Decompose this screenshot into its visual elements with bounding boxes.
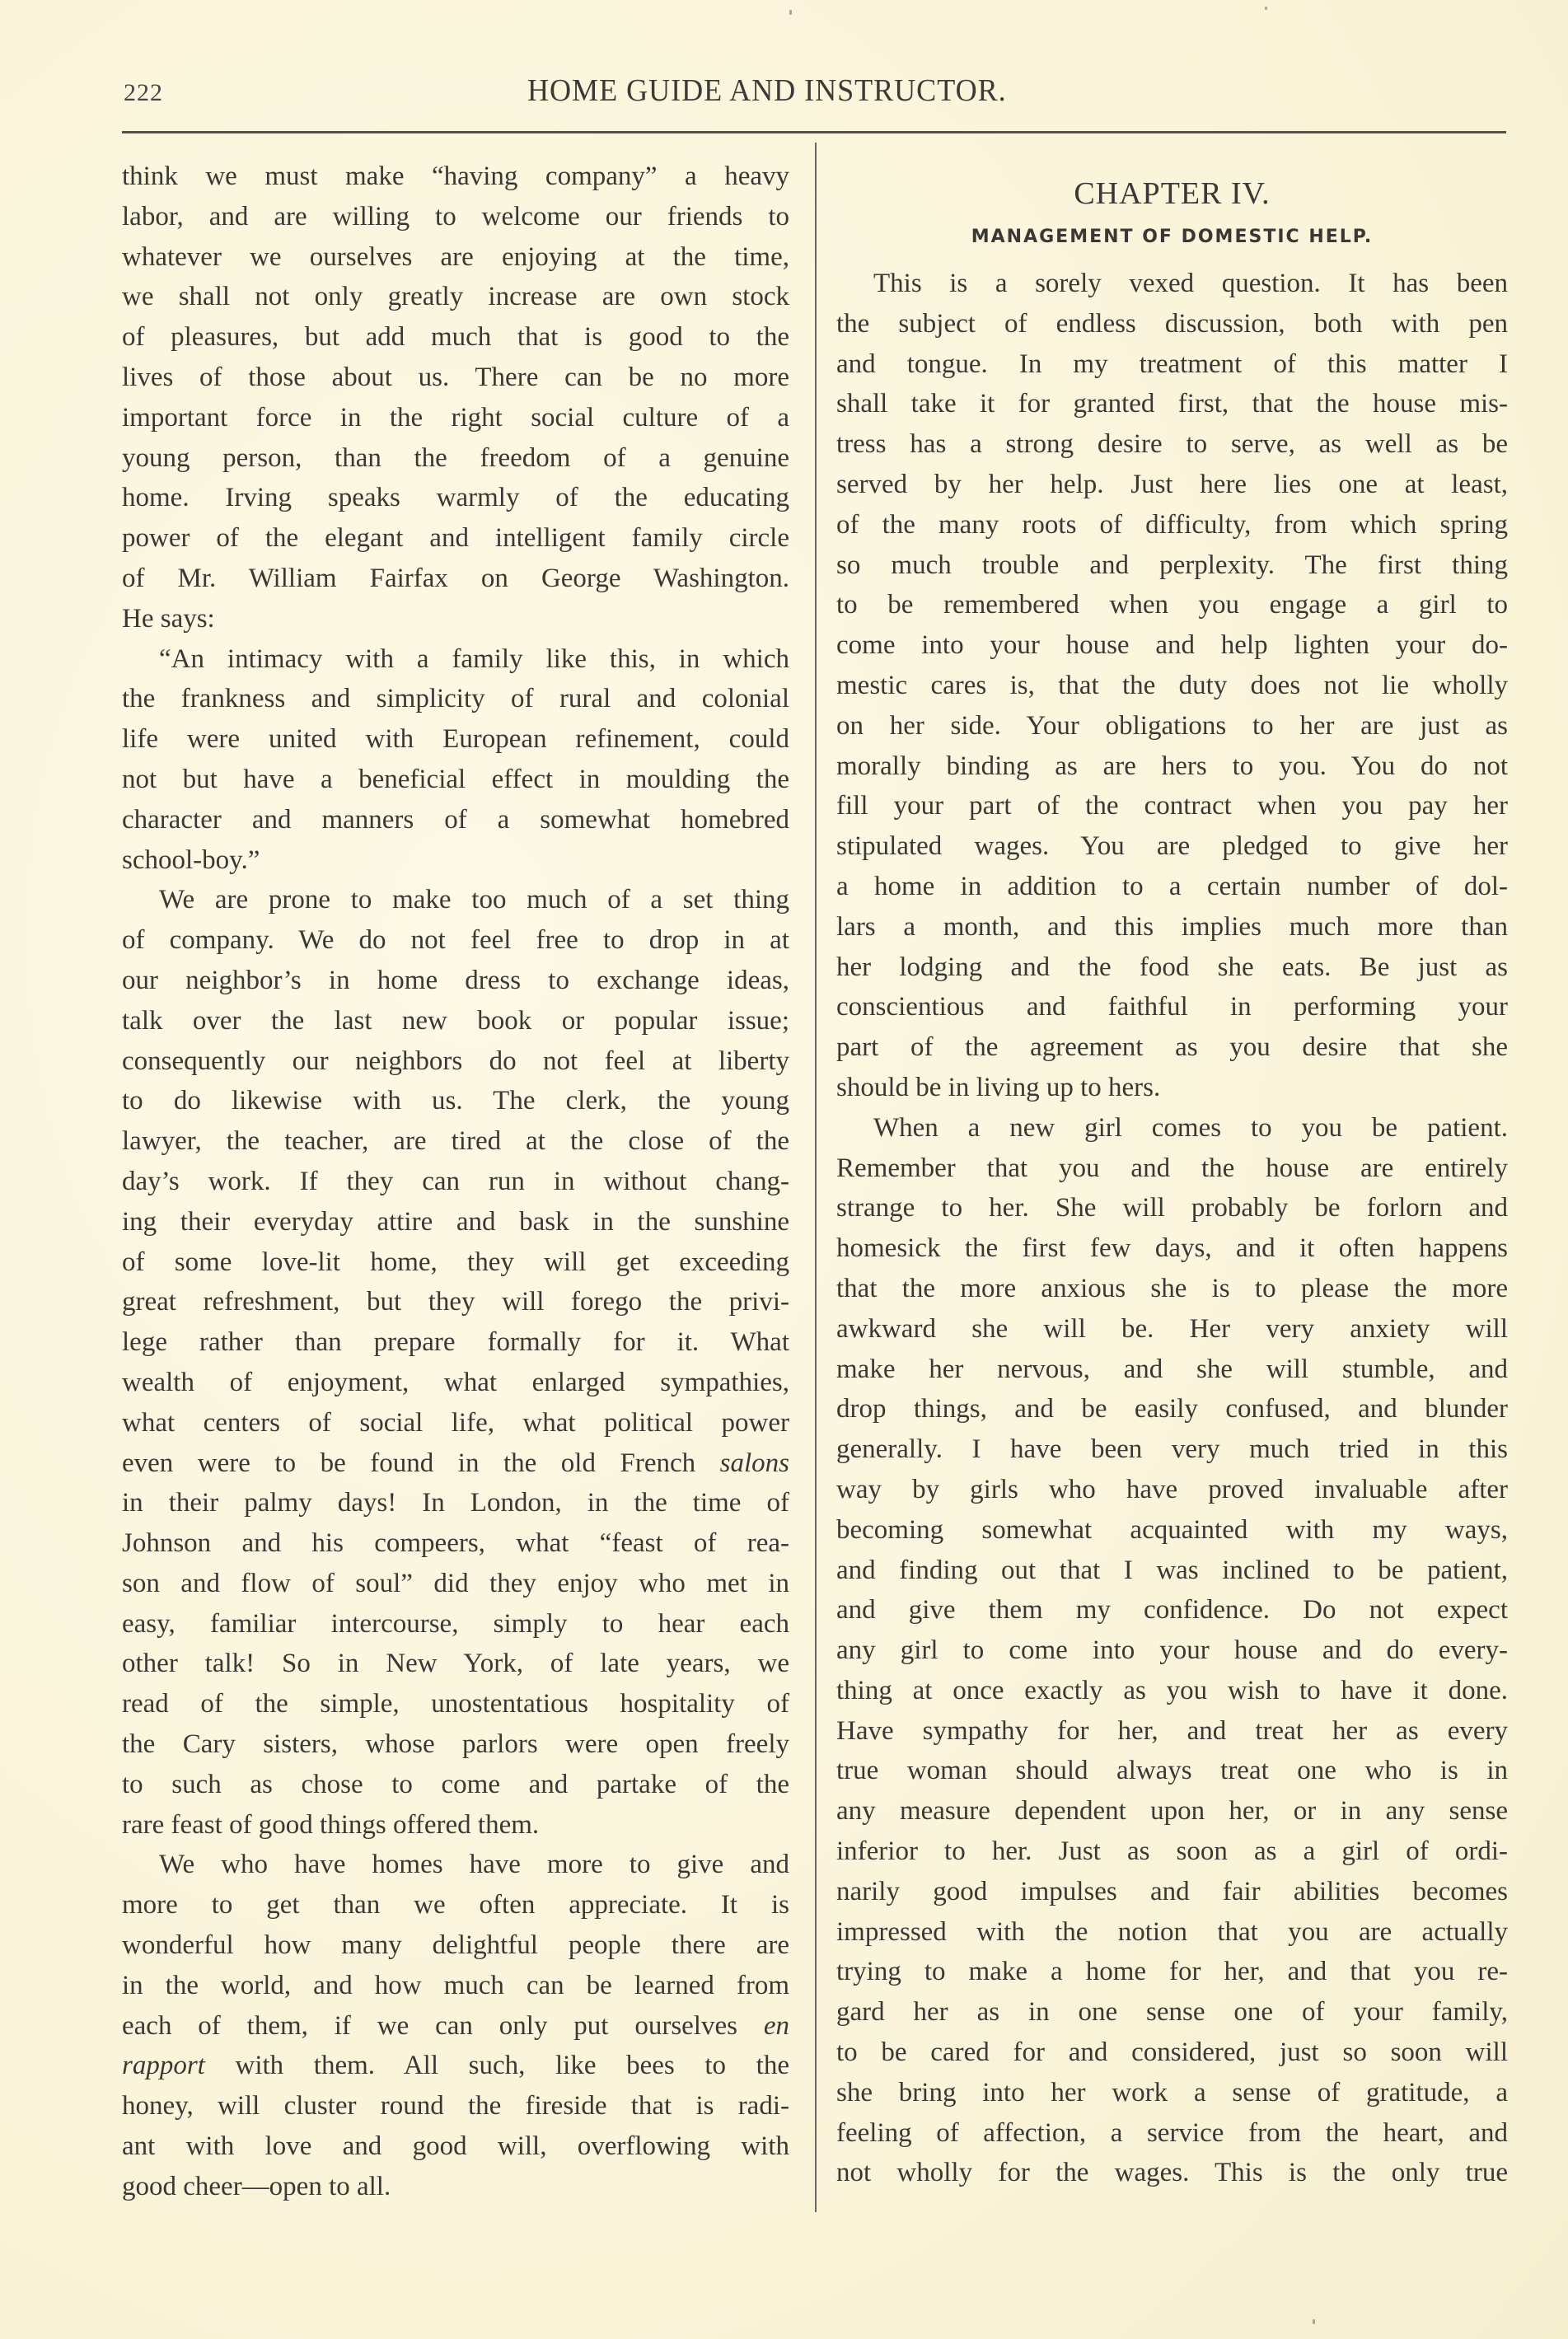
text-line: other talk! So in New York, of late years, we [122,1649,789,1679]
text-line: inferior to her. Just as soon as a girl of ordi- [836,1836,1508,1867]
text-line: and finding out that I was inclined to be patient, [836,1555,1508,1585]
text-line: to do likewise with us. The clerk, the young [122,1086,789,1116]
print-speck [1265,7,1267,10]
text-line: mestic cares is, that the duty does not lie wholly [836,670,1508,700]
text-line: she bring into her work a sense of gratitude, a [836,2077,1508,2107]
text-line: the Cary sisters, whose parlors were open freely [122,1729,789,1760]
running-title: HOME GUIDE AND INSTRUCTOR. [527,73,1007,108]
text-line: Have sympathy for her, and treat her as every [836,1715,1508,1746]
text-line: to be remembered when you engage a girl to [836,590,1508,620]
running-head [124,73,1508,114]
text-line: any girl to come into your house and do every- [836,1635,1508,1666]
text-line: labor, and are willing to welcome our friends to [122,201,789,232]
text-line: true woman should always treat one who is in [836,1756,1508,1786]
text-line: wonderful how many delightful people there are [122,1930,789,1961]
text-line: to such as chose to come and partake of the [122,1769,789,1799]
text-line: feeling of affection, a service from the heart, and [836,2117,1508,2148]
text-line: to be cared for and considered, just so soon will [836,2037,1508,2068]
text-line: home. Irving speaks warmly of the educating [122,483,789,513]
chapter-subtitle: MANAGEMENT OF DOMESTIC HELP. [971,227,1374,247]
paragraph [836,264,1508,1108]
text-line: we shall not only greatly increase are own stock [122,282,789,312]
text-line: consequently our neighbors do not feel at liberty [122,1046,789,1076]
text-line: good cheer—open to all. [122,2171,391,2201]
text-line: When a new girl comes to you be patient. [873,1112,1508,1143]
text-line: lives of those about us. There can be no more [122,362,789,392]
text-line: should be in living up to hers. [836,1072,1161,1102]
text-line: and tongue. In my treatment of this matter I [836,349,1508,379]
text-line: talk over the last new book or popular issue; [122,1005,789,1036]
text-line: lege rather than prepare formally for it. What [122,1327,789,1358]
text-line: important force in the right social culture of a [122,402,789,433]
text-line: of company. We do not feel free to drop in at [122,925,789,956]
text-line: on her side. Your obligations to her are just as [836,710,1508,741]
text-line: of some love-lit home, they will get exceeding [122,1247,789,1277]
text-line: character and manners of a somewhat homebred [122,804,789,835]
text-line: Johnson and his compeers, what “feast of rea- [122,1528,789,1559]
text-line: each of them, if we can only put ourselves en [122,2010,789,2041]
column-divider [815,143,817,2212]
paragraph [836,1108,1508,2194]
print-speck [1313,2319,1315,2324]
text-line: not wholly for the wages. This is the only true [836,2158,1508,2188]
text-line: not but have a beneficial effect in moulding the [122,764,789,794]
text-line: a home in addition to a certain number of dol- [836,871,1508,901]
text-line: school-boy.” [122,844,260,875]
text-line: the subject of endless discussion, both with pen [836,308,1508,339]
text-line: of Mr. William Fairfax on George Washington. [122,563,789,593]
text-line: rare feast of good things offered them. [122,1809,540,1840]
chapter-title: CHAPTER IV. [1074,176,1271,211]
text-line: morally binding as are hers to you. You do not [836,751,1508,781]
italic-phrase: en [763,2010,789,2041]
text-line: conscientious and faithful in performing your [836,992,1508,1022]
paragraph [122,639,789,881]
text-line: stipulated wages. You are pledged to give her [836,831,1508,862]
text-line: great refreshment, but they will forego the privi- [122,1287,789,1317]
text-line: in the world, and how much can be learned from [122,1970,789,2000]
text-line: easy, familiar intercourse, simply to hear each [122,1608,789,1639]
text-line: ing their everyday attire and bask in the sunshine [122,1206,789,1237]
paragraph [122,1845,789,2206]
text-line: lawyer, the teacher, are tired at the close of the [122,1126,789,1157]
text-line: power of the elegant and intelligent family circle [122,523,789,554]
text-line: This is a sorely vexed question. It has been [873,269,1508,298]
italic-phrase: rapport [122,2051,205,2081]
text-line: of pleasures, but add much that is good to the [122,322,789,353]
text-line: young person, than the freedom of a genuine [122,442,789,473]
text-line: awkward she will be. Her very anxiety will [836,1313,1508,1344]
italic-phrase: salons [719,1448,789,1478]
text-line: We who have homes have more to give and [159,1850,789,1880]
print-speck [789,10,792,15]
text-line: of the many roots of difficulty, from which spring [836,509,1508,540]
text-line: thing at once exactly as you wish to have it done. [836,1675,1508,1705]
text-line: homesick the first few days, and it often happens [836,1233,1508,1264]
text-line: so much trouble and perplexity. The first thing [836,550,1508,580]
right-column-body [836,264,1508,2193]
text-line: more to get than we often appreciate. It is [122,1890,789,1920]
text-line: think we must make “having company” a heavy [122,161,789,191]
text-line: day’s work. If they can run in without chang- [122,1166,789,1196]
text-line: “An intimacy with a family like this, in which [159,643,789,674]
text-line: part of the agreement as you desire that she [836,1032,1508,1063]
text-line: the frankness and simplicity of rural and colonial [122,684,789,714]
header-rule [122,131,1506,133]
text-line: that the more anxious she is to please the more [836,1273,1508,1303]
text-line: honey, will cluster round the fireside that is radi- [122,2091,789,2121]
text-line: fill your part of the contract when you pay her [836,791,1508,821]
text-line: and give them my confidence. Do not expect [836,1595,1508,1626]
text-line: impressed with the notion that you are actually [836,1916,1508,1947]
left-column [122,157,789,2207]
text-line: lars a month, and this implies much more than [836,911,1508,942]
paragraph [122,157,789,639]
text-line: narily good impulses and fair abilities becomes [836,1876,1508,1906]
text-line: ant with love and good will, overflowing with [122,2131,789,2162]
text-line: make her nervous, and she will stumble, and [836,1354,1508,1384]
text-line: come into your house and help lighten your do- [836,630,1508,661]
text-line: read of the simple, unostentatious hospitality of [122,1689,789,1719]
text-line: tress has a strong desire to serve, as well as be [836,429,1508,460]
text-line: becoming somewhat acquainted with my ways, [836,1514,1508,1545]
text-line: son and flow of soul” did they enjoy who met in [122,1568,789,1598]
text-line: in their palmy days! In London, in the time of [122,1488,789,1518]
text-line: rapport with them. All such, like bees to the [122,2051,789,2081]
text-line: whatever we ourselves are enjoying at the time, [122,241,789,272]
text-line: any measure dependent upon her, or in any sense [836,1796,1508,1827]
text-line: life were united with European refinement, could [122,724,789,755]
text-line: way by girls who have proved invaluable after [836,1474,1508,1504]
text-line: our neighbor’s in home dress to exchange ideas, [122,965,789,995]
text-line: served by her help. Just here lies one at least, [836,469,1508,499]
text-line: wealth of enjoyment, what enlarged sympathies, [122,1367,789,1397]
text-line: her lodging and the food she eats. Be just as [836,952,1508,982]
text-line: gard her as in one sense one of your family, [836,1997,1508,2028]
text-line: trying to make a home for her, and that you re- [836,1957,1508,1987]
text-line: We are prone to make too much of a set thing [159,885,789,915]
text-line: drop things, and be easily confused, and blunder [836,1394,1508,1424]
text-line: strange to her. She will probably be forlorn and [836,1193,1508,1223]
text-line: what centers of social life, what political power [122,1407,789,1438]
text-line: even were to be found in the old French salons [122,1448,789,1478]
text-line: generally. I have been very much tried in this [836,1434,1508,1465]
right-column [836,157,1508,2193]
text-line: Remember that you and the house are entirely [836,1153,1508,1183]
paragraph [122,880,789,1845]
page-number: 222 [124,79,163,106]
text-line: He says: [122,603,215,634]
text-line: shall take it for granted first, that the house mis- [836,389,1508,419]
